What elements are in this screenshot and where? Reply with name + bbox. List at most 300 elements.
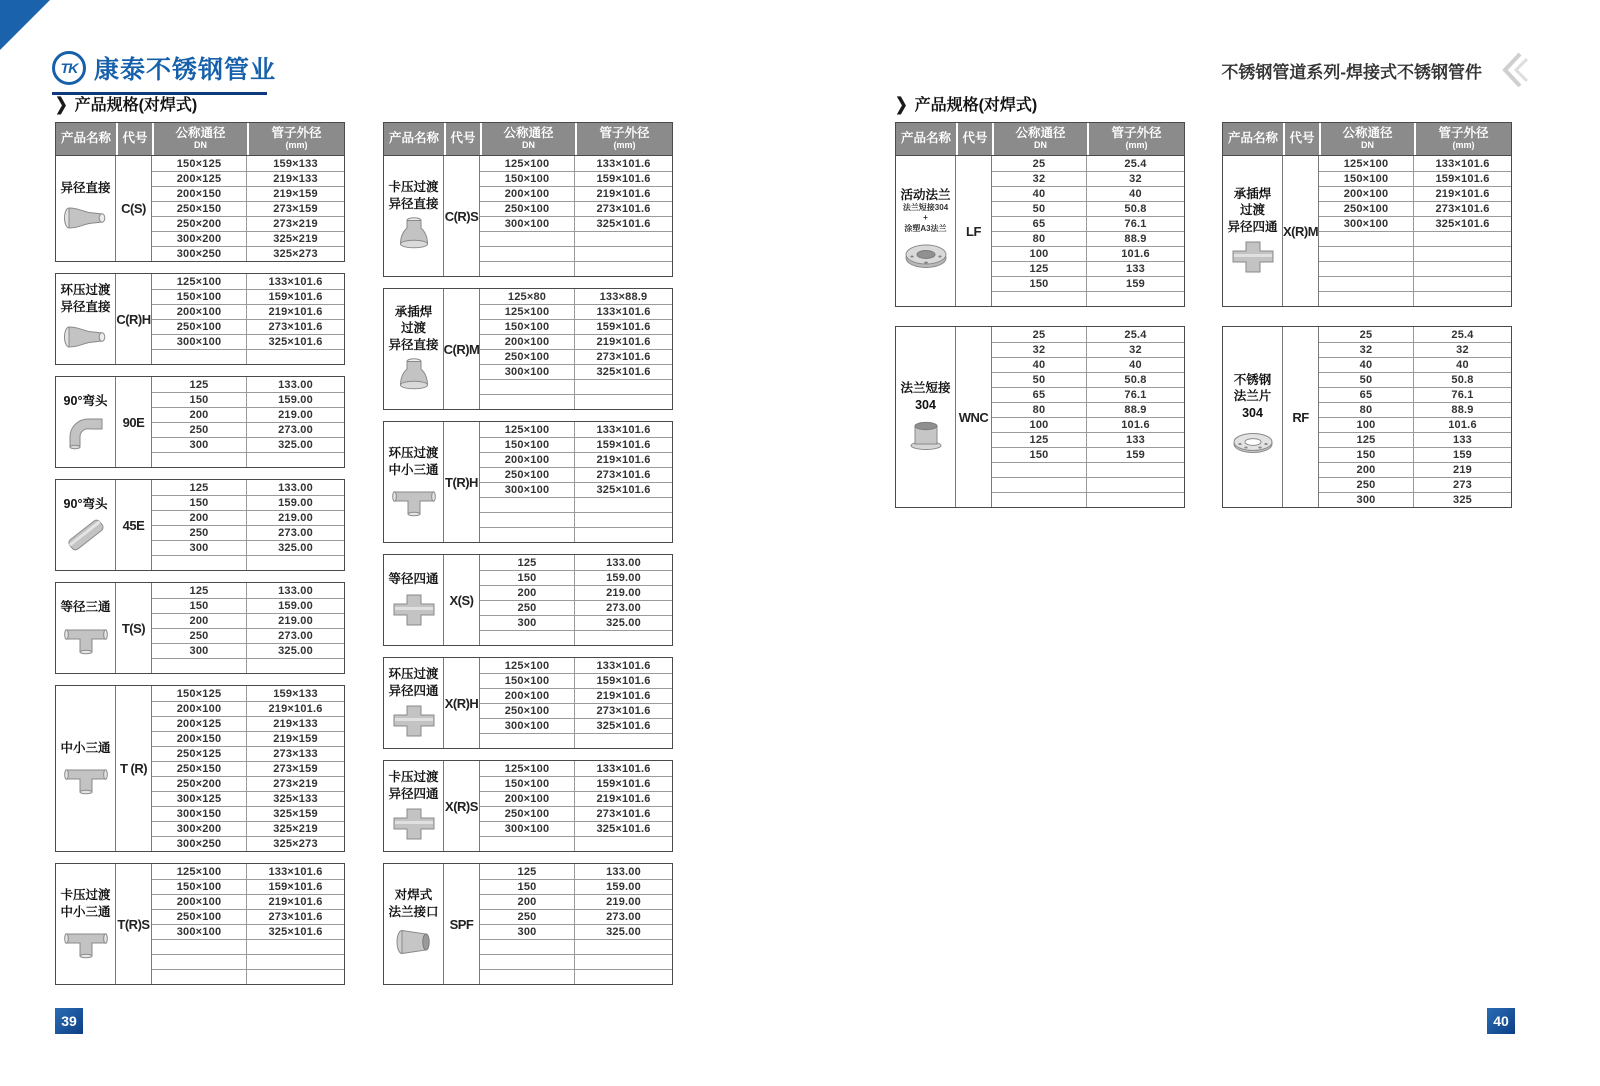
od-value: 32 (1129, 344, 1142, 356)
spec-rows (1319, 156, 1511, 306)
od-value: 273×101.6 (596, 203, 651, 215)
od-value: 133.00 (278, 481, 313, 494)
od-value (1414, 277, 1511, 291)
dn-value: 250×100 (152, 910, 247, 924)
od-value: 325×159 (273, 808, 318, 820)
spec-row (1319, 492, 1511, 507)
spec-row (480, 394, 672, 409)
spec-row (480, 879, 672, 894)
dn-value (480, 513, 575, 527)
od-value (247, 970, 344, 984)
dn-value (1319, 247, 1414, 261)
spec-block-spf (383, 863, 673, 985)
product-code: SPF (444, 864, 480, 984)
dn-value: 150×100 (480, 172, 575, 186)
od-value: 219×101.6 (1435, 188, 1490, 200)
od-value: 325×101.6 (596, 484, 651, 496)
spec-row (152, 555, 344, 570)
spec-row (152, 791, 344, 806)
spec-row (480, 761, 672, 776)
cross-fitting-icon (389, 702, 439, 740)
dn-value: 150 (152, 599, 247, 613)
dn-value: 300×250 (152, 247, 247, 261)
od-value: 325×101.6 (268, 336, 323, 348)
dn-value: 150×125 (152, 156, 247, 171)
product-code: C(R)S (444, 156, 480, 276)
dn-value: 150 (152, 496, 247, 510)
od-value: 76.1 (1451, 389, 1474, 401)
spec-row (480, 909, 672, 924)
od-value: 159×101.6 (596, 778, 651, 790)
od-value: 325×219 (273, 823, 318, 835)
od-value: 159×101.6 (1435, 173, 1490, 185)
spec-row (992, 402, 1184, 417)
od-value: 133×101.6 (268, 275, 323, 288)
spec-row (480, 231, 672, 246)
tables-column-4 (1222, 122, 1512, 519)
spec-row (480, 334, 672, 349)
spec-row (1319, 417, 1511, 432)
spec-block-crs (383, 122, 673, 277)
dn-value: 100 (992, 418, 1087, 432)
dn-value: 250 (152, 423, 247, 437)
od-value: 133×101.6 (596, 423, 651, 436)
spec-row (152, 495, 344, 510)
reducer-fitting-icon (61, 199, 111, 237)
od-value (1414, 247, 1511, 261)
od-value: 88.9 (1124, 404, 1147, 416)
dn-value (152, 659, 247, 673)
dn-value: 200 (152, 511, 247, 525)
od-value: 219 (1453, 464, 1472, 476)
spec-block-crm (383, 288, 673, 410)
dn-value: 250×200 (152, 777, 247, 791)
spec-row (152, 776, 344, 791)
col-header-od: 管子外径 (mm) (247, 123, 344, 155)
dn-value (480, 232, 575, 246)
spec-row (152, 686, 344, 701)
spec-row (152, 186, 344, 201)
product-code: LF (956, 156, 992, 306)
dn-value: 300×125 (152, 792, 247, 806)
spec-rows (480, 422, 672, 542)
spec-row (992, 342, 1184, 357)
spec-row (480, 806, 672, 821)
spec-block-xrs (383, 760, 673, 852)
dn-value: 150×100 (480, 674, 575, 688)
od-value (575, 837, 672, 851)
od-value: 133 (1126, 263, 1145, 275)
dn-value: 200×100 (1319, 187, 1414, 201)
dn-value: 150×100 (152, 880, 247, 894)
od-value (247, 955, 344, 969)
spec-row (152, 422, 344, 437)
od-value: 273.00 (606, 911, 641, 923)
spec-block-xs (383, 554, 673, 646)
double-chevron-icon (1498, 52, 1528, 93)
spec-row (992, 261, 1184, 276)
dn-value: 250 (152, 629, 247, 643)
od-value: 88.9 (1124, 233, 1147, 245)
spec-row (992, 231, 1184, 246)
dn-value: 300 (480, 925, 575, 939)
product-name-cell: 环压过渡 异径四通 (384, 658, 444, 748)
od-value: 133.00 (606, 865, 641, 878)
spec-row (152, 864, 344, 879)
od-value: 273×101.6 (268, 911, 323, 923)
od-value: 133.00 (606, 556, 641, 569)
od-value: 273×159 (273, 203, 318, 215)
reducer-fitting-icon (389, 356, 439, 394)
od-value: 219×159 (273, 733, 318, 745)
cross-fitting-icon (389, 805, 439, 843)
od-value: 133.00 (278, 378, 313, 391)
spec-row (152, 319, 344, 334)
od-value: 40 (1129, 359, 1142, 371)
spec-row (480, 791, 672, 806)
od-value: 101.6 (1448, 419, 1477, 431)
od-value (247, 453, 344, 467)
spec-row (152, 658, 344, 673)
spec-row (480, 718, 672, 733)
od-value: 219×101.6 (596, 188, 651, 200)
dn-value: 200×150 (152, 732, 247, 746)
dn-value: 125×100 (152, 274, 247, 289)
dn-value: 150 (992, 448, 1087, 462)
spec-row (480, 954, 672, 969)
dn-value: 250×100 (480, 704, 575, 718)
od-value: 159.00 (606, 881, 641, 893)
col-header-code: 代号 (956, 123, 992, 155)
product-code: X(R)M (1283, 156, 1319, 306)
od-value: 325×101.6 (596, 720, 651, 732)
col-header-od: 管子外径 (mm) (575, 123, 672, 155)
dn-value: 125×100 (480, 761, 575, 776)
dn-value: 125 (152, 583, 247, 598)
dn-value: 125 (1319, 433, 1414, 447)
dn-value (480, 940, 575, 954)
spec-row (480, 364, 672, 379)
od-value: 219×101.6 (268, 703, 323, 715)
dn-value (152, 940, 247, 954)
product-name-cell: 法兰短接 304 (896, 327, 956, 507)
product-code: X(S) (444, 555, 480, 645)
product-name-cell: 环压过渡 中小三通 (384, 422, 444, 542)
product-code: X(R)S (444, 761, 480, 851)
dn-value: 300×100 (480, 217, 575, 231)
spec-block-cs (55, 122, 345, 262)
product-name-cell: 等径三通 (56, 583, 116, 673)
dn-value: 300×100 (152, 335, 247, 349)
spec-row (480, 261, 672, 276)
spec-row (1319, 261, 1511, 276)
dn-value: 125 (992, 433, 1087, 447)
col-header-dn: 公称通径 DN (480, 123, 575, 155)
od-value: 133×88.9 (599, 290, 648, 303)
product-name-cell: 不锈钢 法兰片304 (1223, 327, 1283, 507)
spec-row (480, 349, 672, 364)
spec-row (992, 432, 1184, 447)
od-value: 325×101.6 (596, 823, 651, 835)
od-value: 219.00 (278, 409, 313, 421)
od-value: 159 (1453, 449, 1472, 461)
od-value: 101.6 (1121, 248, 1150, 260)
product-name-cell: 承插焊 过渡 异径四通 (1223, 156, 1283, 306)
dn-value: 40 (992, 358, 1087, 372)
spec-block-tr (55, 685, 345, 852)
spec-row (480, 615, 672, 630)
spec-block-wnc (895, 326, 1185, 508)
spec-rows (152, 686, 344, 851)
od-value: 325.00 (278, 645, 313, 657)
dn-value: 150×125 (152, 686, 247, 701)
dn-value: 80 (1319, 403, 1414, 417)
spec-row (992, 447, 1184, 462)
spec-table (56, 156, 344, 261)
product-code: T (R) (116, 686, 152, 851)
dn-value (480, 498, 575, 512)
spec-row (992, 291, 1184, 306)
spec-row (152, 392, 344, 407)
spec-row (152, 821, 344, 836)
dn-value: 300×100 (480, 822, 575, 836)
od-value: 325×273 (273, 838, 318, 850)
product-code: C(S) (116, 156, 152, 261)
spec-row (992, 462, 1184, 477)
spec-row (152, 231, 344, 246)
od-value: 159×101.6 (268, 291, 323, 303)
tables-column-2 (383, 122, 673, 996)
dn-value: 200×100 (480, 453, 575, 467)
spec-row (480, 527, 672, 542)
od-value: 133 (1126, 434, 1145, 446)
col-header-product: 产品名称 (60, 131, 111, 146)
od-value: 25.4 (1451, 328, 1474, 341)
od-value: 273.00 (278, 424, 313, 436)
product-name-cell: 卡压过渡 异径四通 (384, 761, 444, 851)
dn-value: 50 (992, 373, 1087, 387)
spec-row (152, 540, 344, 555)
dn-value: 65 (992, 217, 1087, 231)
dn-value (1319, 262, 1414, 276)
od-value: 325.00 (606, 617, 641, 629)
product-code: WNC (956, 327, 992, 507)
spec-row (480, 422, 672, 437)
dn-value (992, 478, 1087, 492)
spec-rows (480, 289, 672, 409)
spec-row (992, 492, 1184, 507)
product-name-cell: 异径直接 (56, 156, 116, 261)
dn-value: 250×125 (152, 747, 247, 761)
spec-rows (1319, 327, 1511, 507)
spec-block-e45 (55, 479, 345, 571)
col-header-product: 产品名称 (1227, 131, 1278, 146)
spec-block-xrh (383, 657, 673, 749)
dn-value: 300 (152, 438, 247, 452)
od-value (575, 940, 672, 954)
dn-value: 125 (480, 864, 575, 879)
dn-value: 200 (1319, 463, 1414, 477)
od-value (247, 556, 344, 570)
dn-value: 250×150 (152, 202, 247, 216)
spec-row (480, 673, 672, 688)
od-value: 159.00 (278, 497, 313, 509)
dn-value: 150×100 (1319, 172, 1414, 186)
reducer-fitting-icon (389, 215, 439, 253)
dn-value: 40 (992, 187, 1087, 201)
spec-row (152, 894, 344, 909)
spec-row (480, 570, 672, 585)
od-value: 219×101.6 (268, 306, 323, 318)
od-value (247, 659, 344, 673)
od-value (575, 380, 672, 394)
tee-fitting-icon (389, 481, 439, 519)
dn-value: 300×100 (480, 719, 575, 733)
page-number-right: 40 (1487, 1008, 1515, 1034)
od-value: 159×101.6 (596, 439, 651, 451)
dn-value: 200×100 (152, 702, 247, 716)
od-value (575, 395, 672, 409)
dn-value: 300×100 (1319, 217, 1414, 231)
flange-fitting-icon (901, 237, 951, 275)
spec-rows (992, 156, 1184, 306)
spec-row (480, 437, 672, 452)
spec-row (480, 836, 672, 851)
spec-row (480, 497, 672, 512)
od-value: 273×159 (273, 763, 318, 775)
od-value: 76.1 (1124, 218, 1147, 230)
od-value: 273×101.6 (268, 321, 323, 333)
dn-value: 125×100 (480, 156, 575, 171)
spec-row (152, 879, 344, 894)
series-title: 不锈钢管道系列-焊接式不锈钢管件 (1221, 63, 1482, 82)
od-value: 325×219 (273, 233, 318, 245)
spec-block-lf (895, 122, 1185, 307)
dn-value: 200×125 (152, 717, 247, 731)
od-value: 133×101.6 (1435, 157, 1490, 170)
product-code: RF (1283, 327, 1319, 507)
dn-value: 150 (992, 277, 1087, 291)
dn-value: 200 (152, 408, 247, 422)
socket-fitting-icon (389, 923, 439, 961)
dn-value: 125×100 (480, 658, 575, 673)
od-value (575, 262, 672, 276)
section-title-text: 产品规格(对焊式) (74, 97, 198, 114)
dn-value: 150×100 (480, 320, 575, 334)
spec-row (480, 776, 672, 791)
spec-block-rf (1222, 326, 1512, 508)
dn-value: 300×100 (152, 925, 247, 939)
od-value: 50.8 (1124, 203, 1147, 215)
spec-rows (152, 864, 344, 984)
dn-value: 300×100 (480, 365, 575, 379)
od-value (575, 955, 672, 969)
spec-row (152, 407, 344, 422)
dn-value: 65 (1319, 388, 1414, 402)
spec-row (152, 171, 344, 186)
od-value (575, 498, 672, 512)
col-header-od: 管子外径 (mm) (1087, 123, 1184, 155)
tee-fitting-icon (61, 759, 111, 797)
spec-row (480, 703, 672, 718)
col-header-dn: 公称通径 DN (992, 123, 1087, 155)
od-value: 325×101.6 (268, 926, 323, 938)
od-value: 273×219 (273, 778, 318, 790)
dn-value: 250 (1319, 478, 1414, 492)
flange-plate-icon (1228, 424, 1278, 462)
dn-value (992, 463, 1087, 477)
product-code: T(R)H (444, 422, 480, 542)
spec-row (480, 864, 672, 879)
table-header (384, 123, 672, 156)
dn-value (480, 395, 575, 409)
od-value: 133×101.6 (596, 306, 651, 318)
dn-value: 150 (480, 880, 575, 894)
dn-value: 125 (152, 377, 247, 392)
section-arrow-icon: ❯ (55, 94, 68, 114)
od-value: 159×133 (273, 157, 318, 170)
dn-value (480, 247, 575, 261)
dn-value: 150×100 (480, 438, 575, 452)
od-value: 101.6 (1121, 419, 1150, 431)
od-value: 219.00 (278, 512, 313, 524)
dn-value: 300 (152, 541, 247, 555)
spec-row (152, 274, 344, 289)
spec-row (480, 304, 672, 319)
dn-value: 300×250 (152, 837, 247, 851)
spec-row (1319, 291, 1511, 306)
spec-rows (480, 864, 672, 984)
od-value: 159 (1126, 449, 1145, 461)
od-value: 159×101.6 (596, 675, 651, 687)
spec-row (480, 216, 672, 231)
spec-row (1319, 402, 1511, 417)
dn-value (480, 955, 575, 969)
dn-value: 250×100 (152, 320, 247, 334)
product-name-cell: 卡压过渡 异径直接 (384, 156, 444, 276)
spec-block-e90 (55, 376, 345, 468)
od-value: 219×101.6 (596, 336, 651, 348)
od-value: 273.00 (606, 602, 641, 614)
spec-block-trs (55, 863, 345, 985)
od-value: 325×101.6 (1435, 218, 1490, 230)
dn-value: 300 (152, 644, 247, 658)
spec-row (992, 246, 1184, 261)
logo-monogram-icon: TK (52, 51, 86, 85)
spec-row (1319, 276, 1511, 291)
od-value (575, 247, 672, 261)
spec-row (152, 156, 344, 171)
od-value: 219×101.6 (596, 793, 651, 805)
spec-row (480, 289, 672, 304)
dn-value: 250×100 (480, 202, 575, 216)
dn-value: 150 (152, 393, 247, 407)
dn-value: 125 (992, 262, 1087, 276)
od-value: 159×101.6 (596, 173, 651, 185)
spec-row (992, 357, 1184, 372)
spec-row (992, 276, 1184, 291)
col-header-product: 产品名称 (388, 131, 439, 146)
product-name-cell: 90°弯头 (56, 377, 116, 467)
product-name-cell: 等径四通 (384, 555, 444, 645)
od-value: 40 (1129, 188, 1142, 200)
spec-row (152, 334, 344, 349)
spec-row (992, 186, 1184, 201)
dn-value: 250×200 (152, 217, 247, 231)
dn-value: 250×150 (152, 762, 247, 776)
spec-row (480, 630, 672, 645)
od-value (575, 232, 672, 246)
